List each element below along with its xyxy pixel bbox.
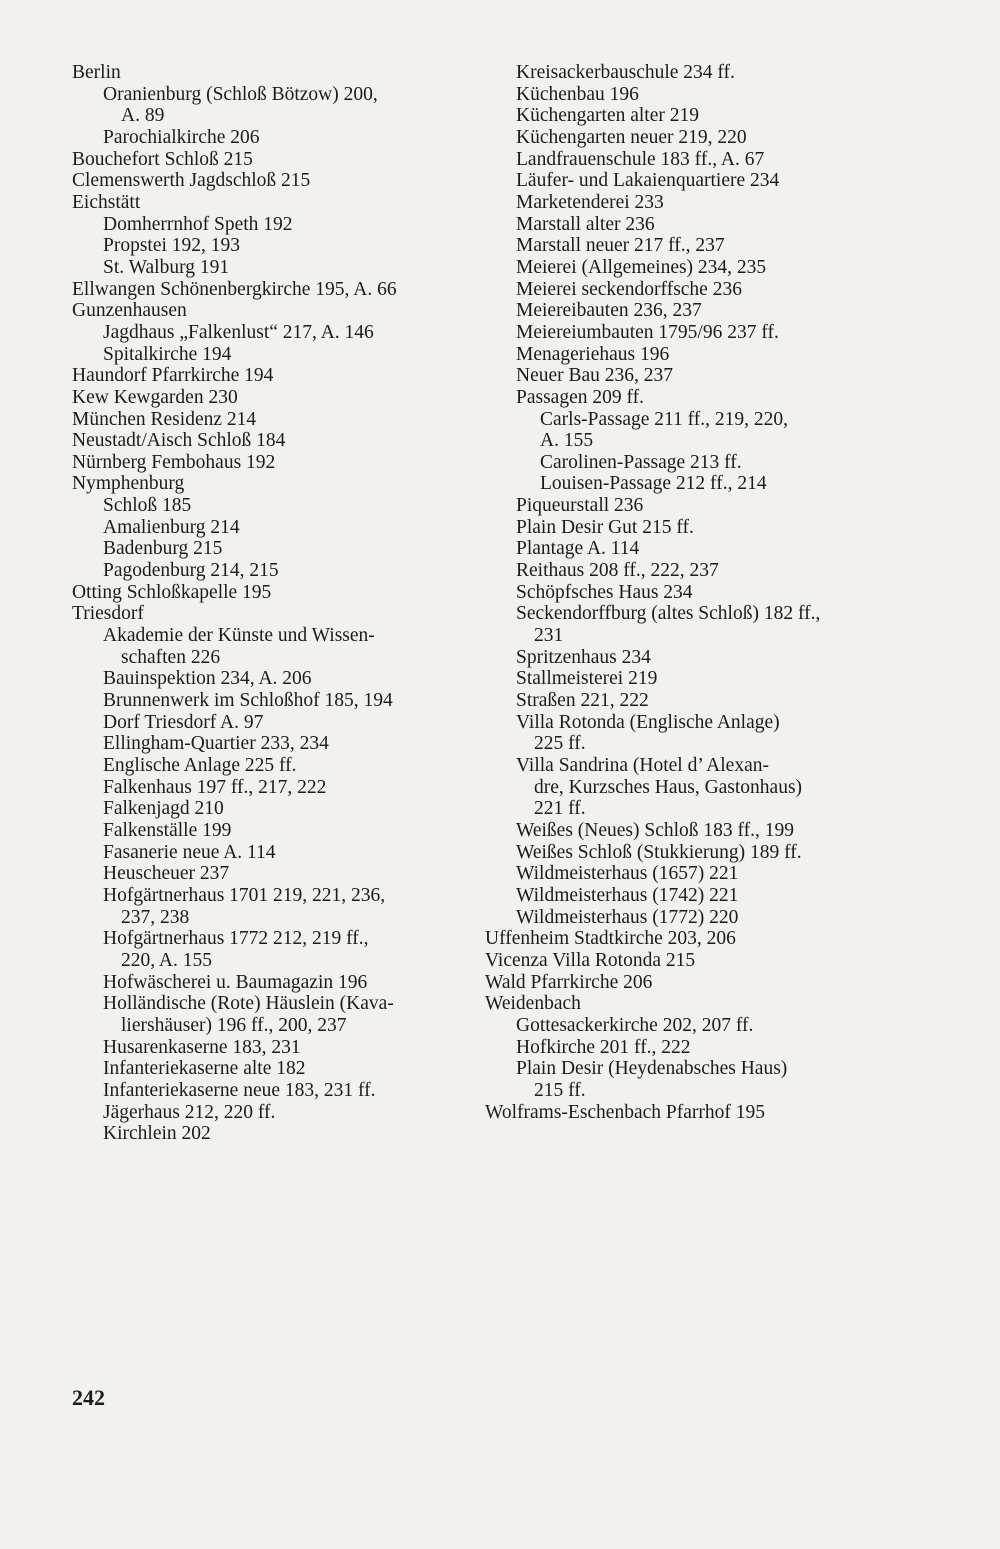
index-entry: Akademie der Künste und Wissen- [103, 625, 375, 647]
index-entry: Marstall neuer 217 ff., 237 [516, 235, 725, 257]
index-entry: Küchengarten alter 219 [516, 105, 700, 127]
index-entry: Vicenza Villa Rotonda 215 [485, 949, 696, 971]
index-entry: Heuscheuer 237 [103, 863, 230, 885]
index-entry: 225 ff. [534, 733, 586, 755]
index-entry: Jagdhaus „Falkenlust“ 217, A. 146 [103, 321, 374, 343]
index-entry: A. 155 [540, 430, 594, 452]
index-entry: Eichstätt [72, 191, 141, 213]
index-entry: Meiereibauten 236, 237 [516, 300, 702, 322]
index-entry: Neuer Bau 236, 237 [516, 365, 674, 387]
index-entry: Küchengarten neuer 219, 220 [516, 126, 747, 148]
index-entry: Infanteriekaserne alte 182 [103, 1058, 306, 1080]
index-entry: Falkenjagd 210 [103, 798, 224, 820]
index-entry: Propstei 192, 193 [103, 235, 241, 257]
index-entry: Oranienburg (Schloß Bötzow) 200, [103, 83, 378, 105]
index-entry: Bauinspektion 234, A. 206 [103, 668, 312, 690]
index-column-right [485, 62, 870, 1123]
index-entry: Spitalkirche 194 [103, 343, 232, 365]
index-entry: Meiereiumbauten 1795/96 237 ff. [516, 321, 779, 343]
index-entry: Falkenställe 199 [103, 819, 232, 841]
index-entry: Kreisackerbauschule 234 ff. [516, 62, 735, 83]
index-entry: München Residenz 214 [72, 408, 257, 430]
index-entry: Wald Pfarrkirche 206 [485, 971, 653, 993]
index-entry: Badenburg 215 [103, 538, 223, 560]
index-entry: Neustadt/Aisch Schloß 184 [72, 430, 286, 452]
index-entry: Gunzenhausen [72, 300, 187, 322]
index-entry: Fasanerie neue A. 114 [103, 841, 276, 863]
index-entry: Piqueurstall 236 [516, 495, 644, 517]
index-entry: Villa Sandrina (Hotel d’ Alexan- [516, 755, 769, 776]
index-entry: Ellingham-Quartier 233, 234 [103, 733, 329, 755]
index-entry: 220, A. 155 [121, 949, 213, 971]
index-entry: 221 ff. [534, 798, 586, 820]
index-entry: 215 ff. [534, 1079, 586, 1101]
index-entry: Husarenkaserne 183, 231 [103, 1036, 301, 1058]
index-entry: Pagodenburg 214, 215 [103, 560, 279, 582]
index-entry: Marketenderei 233 [516, 191, 664, 213]
index-entry: Dorf Triesdorf A. 97 [103, 711, 264, 733]
index-entry: Stallmeisterei 219 [516, 668, 658, 690]
index-entry: Meierei (Allgemeines) 234, 235 [516, 256, 767, 278]
index-entry: Holländische (Rote) Häuslein (Kava- [103, 993, 394, 1015]
index-entry: Falkenhaus 197 ff., 217, 222 [103, 776, 327, 798]
index-entry: schaften 226 [121, 646, 221, 668]
index-entry: Clemenswerth Jagdschloß 215 [72, 170, 311, 192]
index-entry: Meierei seckendorffsche 236 [516, 278, 742, 300]
index-entry: Ellwangen Schönenbergkirche 195, A. 66 [72, 278, 397, 300]
index-entry: Uffenheim Stadtkirche 203, 206 [485, 928, 736, 950]
index-entry: Hofwäscherei u. Baumagazin 196 [103, 971, 368, 993]
index-entry: Landfrauenschule 183 ff., A. 67 [516, 148, 765, 170]
index-entry: Infanteriekaserne neue 183, 231 ff. [103, 1079, 376, 1101]
index-entry: Wildmeisterhaus (1657) 221 [516, 863, 739, 885]
index-entry: Carls-Passage 211 ff., 219, 220, [540, 408, 789, 430]
index-entry: 231 [534, 625, 564, 647]
index-entry: Haundorf Pfarrkirche 194 [72, 365, 274, 387]
page-number: 242 [72, 1385, 105, 1410]
index-entry: Louisen-Passage 212 ff., 214 [540, 473, 767, 495]
index-entry: Küchenbau 196 [516, 83, 639, 105]
index-entry: Läufer- und Lakaienquartiere 234 [516, 170, 780, 192]
index-entry: Villa Rotonda (Englische Anlage) [516, 711, 780, 733]
index-entry: Nymphenburg [72, 473, 185, 495]
index-entry: Kirchlein 202 [103, 1123, 211, 1145]
index-entry: Marstall alter 236 [516, 213, 655, 235]
index-entry: Straßen 221, 222 [516, 690, 649, 712]
index-entry: Amalienburg 214 [103, 516, 240, 538]
index-entry: Triesdorf [72, 603, 144, 625]
index-entry: Englische Anlage 225 ff. [103, 755, 297, 776]
index-entry: Menageriehaus 196 [516, 343, 670, 365]
index-entry: Plantage A. 114 [516, 538, 640, 560]
index-entry: Passagen 209 ff. [516, 386, 644, 408]
index-entry: Parochialkirche 206 [103, 126, 260, 148]
index-entry: Nürnberg Fembohaus 192 [72, 451, 276, 473]
index-entry: Weißes Schloß (Stukkierung) 189 ff. [516, 841, 802, 863]
index-entry: Hofkirche 201 ff., 222 [516, 1036, 691, 1058]
index-entry: Otting Schloßkapelle 195 [72, 581, 272, 603]
index-entry: Weißes (Neues) Schloß 183 ff., 199 [516, 819, 795, 841]
index-entry: Spritzenhaus 234 [516, 646, 651, 668]
index-entry: Plain Desir Gut 215 ff. [516, 516, 694, 538]
index-entry: Schloß 185 [103, 495, 192, 517]
index-entry: Kew Kewgarden 230 [72, 386, 238, 408]
index-entry: Wildmeisterhaus (1772) 220 [516, 906, 739, 928]
index-entry: Domherrnhof Speth 192 [103, 213, 293, 235]
index-entry: Plain Desir (Heydenabsches Haus) [516, 1058, 788, 1080]
index-entry: Gottesackerkirche 202, 207 ff. [516, 1014, 754, 1036]
index-entry: Jägerhaus 212, 220 ff. [103, 1101, 276, 1123]
index-entry: Schöpfsches Haus 234 [516, 581, 693, 603]
index-entry: Brunnenwerk im Schloßhof 185, 194 [103, 690, 393, 712]
index-entry: Wildmeisterhaus (1742) 221 [516, 884, 739, 906]
index-entry: Seckendorffburg (altes Schloß) 182 ff., [516, 603, 821, 625]
index-column-left [72, 62, 460, 1145]
index-entry: Berlin [72, 62, 121, 83]
index-entry: Reithaus 208 ff., 222, 237 [516, 560, 719, 582]
index-entry: Bouchefort Schloß 215 [72, 148, 253, 170]
index-entry: Carolinen-Passage 213 ff. [540, 451, 742, 473]
index-entry: liershäuser) 196 ff., 200, 237 [121, 1014, 347, 1036]
index-entry: Weidenbach [485, 993, 581, 1015]
index-entry: 237, 238 [121, 906, 190, 928]
index-entry: A. 89 [121, 105, 165, 127]
index-entry: St. Walburg 191 [103, 256, 230, 278]
index-entry: Hofgärtnerhaus 1772 212, 219 ff., [103, 928, 369, 950]
index-entry: Wolframs-Eschenbach Pfarrhof 195 [485, 1101, 765, 1123]
index-entry: Hofgärtnerhaus 1701 219, 221, 236, [103, 884, 386, 906]
index-entry: dre, Kurzsches Haus, Gastonhaus) [534, 776, 803, 798]
